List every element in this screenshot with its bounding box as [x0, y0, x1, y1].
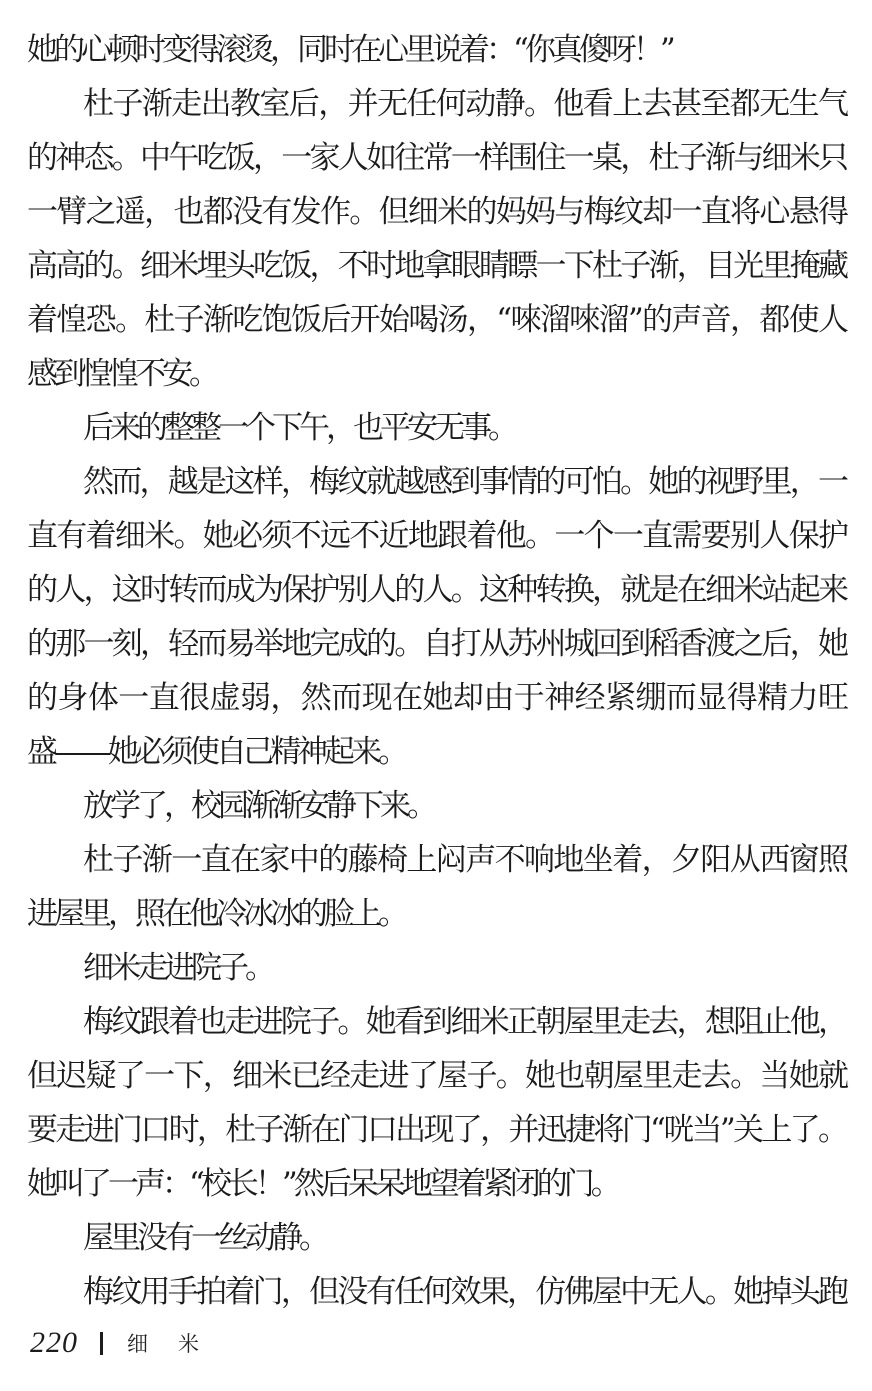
book-title: 细米: [127, 1332, 229, 1356]
text-line: 要走进门口时，杜子渐在门口出现了，并迅捷将门“咣当”关上了。: [27, 1112, 845, 1148]
text-line: 屋里没有一丝动静。: [83, 1220, 326, 1256]
text-line: 直有着细米。她必须不远不近地跟着他。一个一直需要别人保护: [27, 518, 845, 554]
text-line: 她的心顿时变得滚烫，同时在心里说着：“你真傻呀！”: [27, 32, 672, 68]
text-line: 感到惶惶不安。: [27, 356, 216, 392]
text-line: 她叫了一声：“校长！”然后呆呆地望着紧闭的门。: [27, 1166, 618, 1202]
body-text: [27, 23, 845, 1319]
text-line: 梅纹跟着也走进院子。她看到细米正朝屋里走去，想阻止他，: [83, 1004, 845, 1040]
text-line: 着惶恐。杜子渐吃饱饭后开始喝汤，“唻溜唻溜”的声音，都使人: [27, 302, 845, 338]
text-line: 细米走进院子。: [83, 950, 272, 986]
text-line: 一臂之遥，也都没有发作。但细米的妈妈与梅纹却一直将心悬得: [27, 194, 845, 230]
text-line: 后来的整整一个下午，也平安无事。: [83, 410, 515, 446]
text-line: 然而，越是这样，梅纹就越感到事情的可怕。她的视野里，一: [83, 464, 845, 500]
text-line: 杜子渐走出教室后，并无任何动静。他看上去甚至都无生气: [83, 86, 845, 122]
text-line: 杜子渐一直在家中的藤椅上闷声不响地坐着，夕阳从西窗照: [83, 842, 845, 878]
text-line: 的那一刻，轻而易举地完成的。自打从苏州城回到稻香渡之后，她: [27, 626, 845, 662]
text-line: 的身体一直很虚弱，然而现在她却由于神经紧绷而显得精力旺: [27, 680, 845, 716]
text-line: 盛——她必须使自己精神起来。: [27, 734, 405, 770]
text-line: 高高的。细米埋头吃饭，不时地拿眼睛瞟一下杜子渐，目光里掩藏: [27, 248, 845, 284]
footer: [30, 1322, 229, 1364]
text-line: 的人，这时转而成为保护别人的人。这种转换，就是在细米站起来: [27, 572, 845, 608]
text-line: 但迟疑了一下，细米已经走进了屋子。她也朝屋里走去。当她就: [27, 1058, 845, 1094]
text-line: 进屋里，照在他冷冰冰的脸上。: [27, 896, 405, 932]
text-line: 的神态。中午吃饭，一家人如往常一样围住一桌，杜子渐与细米只: [27, 140, 845, 176]
text-line: 放学了，校园渐渐安静下来。: [83, 788, 434, 824]
text-line: 梅纹用手拍着门，但没有任何效果，仿佛屋中无人。她掉头跑: [83, 1274, 845, 1310]
footer-divider: [100, 1332, 103, 1355]
page-number: 220: [30, 1326, 78, 1359]
